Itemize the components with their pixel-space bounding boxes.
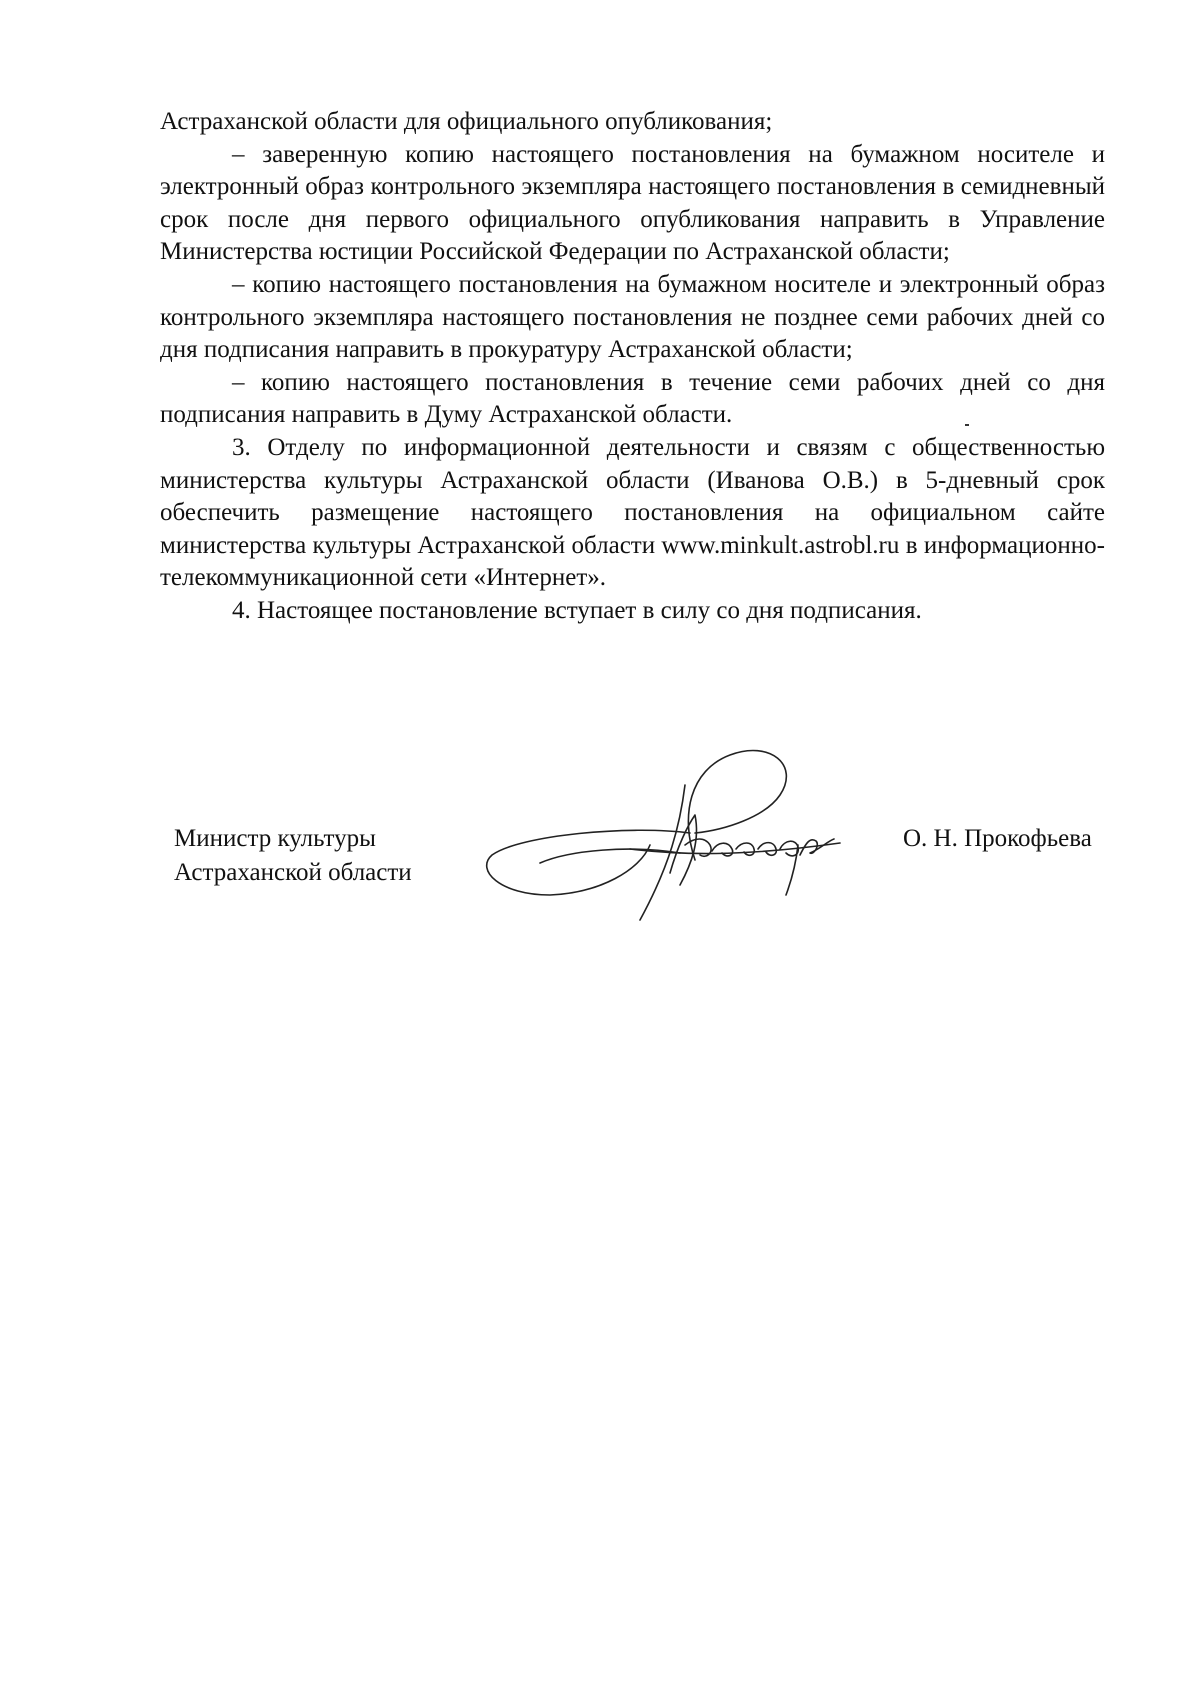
signatory-position-line2: Астраханской области — [174, 859, 412, 886]
paragraph-item-3: 3. Отделу по информационной деятельности и связям с общественностью министерства культуры Астраханской области (Иванова О.В.) в 5-дневный срок обеспечить размещение настоящего постановления на официальном сайте министерства культуры Астраханской области www.minkult.astrobl.ru в информационно-телекоммуникационной сети «Интернет». — [160, 433, 1105, 592]
signatory-position — [174, 822, 412, 890]
paragraph-item-4: 4. Настоящее постановление вступает в силу со дня подписания. — [232, 596, 922, 624]
signatory-name: О. Н. Прокофьева — [903, 825, 1092, 852]
scan-speck — [965, 424, 969, 426]
paragraph-publication: Астраханской области для официального опубликования; — [160, 108, 773, 135]
paragraph-justice-ministry: – заверенную копию настоящего постановления на бумажном носителе и электронный образ контрольного экземпляра настоящего постановления в семидневный срок после дня первого официального опубликования направить в Управление Министерства юстиции Российской Федерации по Астраханской области; — [160, 140, 1105, 266]
document-body — [160, 106, 1105, 628]
handwritten-signature-icon — [480, 745, 860, 925]
paragraph-prosecutor: – копию настоящего постановления на бумажном носителе и электронный образ контрольного экземпляра настоящего постановления не позднее семи рабочих дней со дня подписания направить в прокуратуру Астраханской области; — [160, 270, 1105, 364]
paragraph-duma: – копию настоящего постановления в течение семи рабочих дней со дня подписания направить в Думу Астраханской области. — [160, 368, 1105, 429]
signatory-position-line1: Министр культуры — [174, 825, 376, 852]
